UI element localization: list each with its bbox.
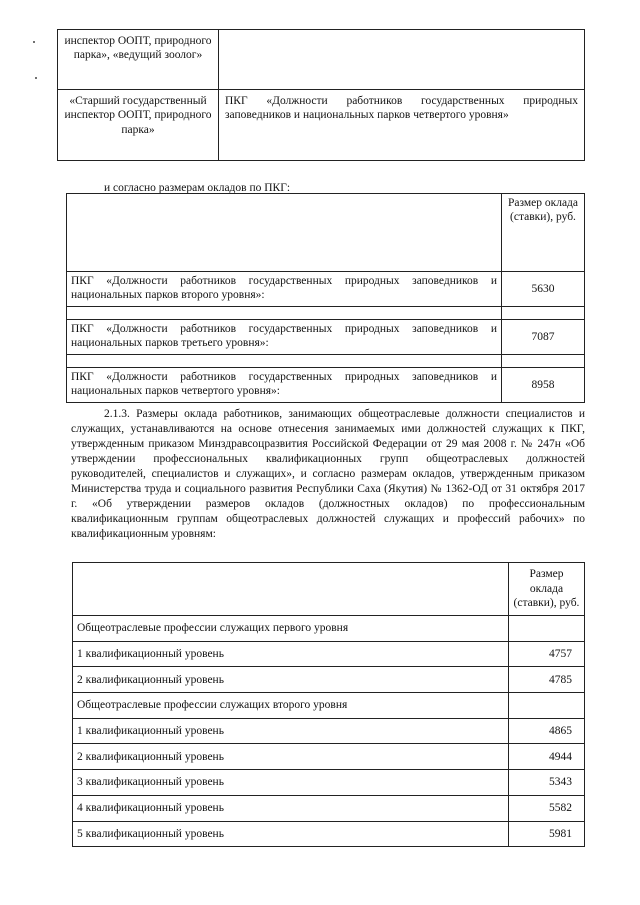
pkg-label: ПКГ «Должности работников государственных природных заповедников и национальных парков второго уровня»: bbox=[67, 272, 502, 307]
table-row bbox=[67, 368, 585, 403]
salary-header: Размер оклада (ставки), руб. bbox=[502, 194, 585, 272]
table-row bbox=[67, 320, 585, 355]
table-row bbox=[73, 667, 585, 693]
salary-value bbox=[509, 693, 585, 719]
pkg-salary-table bbox=[66, 193, 585, 403]
salary-value: 5981 bbox=[509, 821, 585, 847]
scan-speck bbox=[35, 77, 37, 79]
level-label: 1 квалификационный уровень bbox=[73, 718, 509, 744]
group-cell bbox=[219, 30, 585, 90]
position-cell: инспектор ООПТ, природного парка», «ведущий зоолог» bbox=[58, 30, 219, 90]
salary-value: 4757 bbox=[509, 641, 585, 667]
intro-text: и согласно размерам окладов по ПКГ: bbox=[104, 182, 291, 194]
pkg-label: ПКГ «Должности работников государственных природных заповедников и национальных парков третьего уровня»: bbox=[67, 320, 502, 355]
salary-value: 8958 bbox=[502, 368, 585, 403]
table-row bbox=[73, 641, 585, 667]
table-row bbox=[73, 795, 585, 821]
paragraph-text: 2.1.3. Размеры оклада работников, занимающих общеотраслевые должности специалистов и служащих, устанавливаются на основе отнесения занимаемых ими должностей служащих к ПКГ, утвержденным приказом Минздравсоцразвития Российской Федерации от 29 мая 2008 г. № 247н «Об утверждении профессиональных квалификационных групп общеотраслевых должностей руководителей, специалистов и служащих», и согласно размерам окладов, утвержденным приказом Министерства труда и социального развития Республики Саха (Якутия) № 1362-ОД от 31 октября 2017 г. «Об утверждении размеров окладов (должностных окладов) по профессиональным квалификационным группам общеотраслевых должностей служащих и профессий рабочих» по квалификационным уровням: bbox=[71, 408, 585, 540]
table-row bbox=[67, 272, 585, 307]
table-header-row bbox=[67, 194, 585, 272]
scan-speck bbox=[33, 41, 35, 43]
salary-value: 4865 bbox=[509, 718, 585, 744]
table-header-row bbox=[73, 563, 585, 616]
table-row bbox=[73, 744, 585, 770]
level-label: 2 квалификационный уровень bbox=[73, 744, 509, 770]
group-row bbox=[73, 693, 585, 719]
group-cell: ПКГ «Должности работников государственных природных заповедников и национальных парков четвертого уровня» bbox=[219, 90, 585, 161]
table-row bbox=[58, 30, 585, 90]
salary-header: Размер оклада (ставки), руб. bbox=[509, 563, 585, 616]
level-label: 5 квалификационный уровень bbox=[73, 821, 509, 847]
level-label: 2 квалификационный уровень bbox=[73, 667, 509, 693]
header-empty-cell bbox=[73, 563, 509, 616]
level-label: 4 квалификационный уровень bbox=[73, 795, 509, 821]
table-row bbox=[73, 821, 585, 847]
group-label: Общеотраслевые профессии служащих второго уровня bbox=[73, 693, 509, 719]
level-label: 1 квалификационный уровень bbox=[73, 641, 509, 667]
table-row bbox=[73, 718, 585, 744]
position-group-table bbox=[57, 29, 585, 161]
salary-value: 5343 bbox=[509, 770, 585, 796]
salary-value: 5630 bbox=[502, 272, 585, 307]
spacer-row bbox=[67, 355, 585, 368]
header-empty-cell bbox=[67, 194, 502, 272]
group-row bbox=[73, 616, 585, 642]
salary-value: 4785 bbox=[509, 667, 585, 693]
group-label: Общеотраслевые профессии служащих первого уровня bbox=[73, 616, 509, 642]
level-label: 3 квалификационный уровень bbox=[73, 770, 509, 796]
table-row bbox=[58, 90, 585, 161]
qualification-salary-table bbox=[72, 562, 585, 847]
position-cell: «Старший государственный инспектор ООПТ, природного парка» bbox=[58, 90, 219, 161]
salary-value: 4944 bbox=[509, 744, 585, 770]
salary-value bbox=[509, 616, 585, 642]
salary-value: 7087 bbox=[502, 320, 585, 355]
pkg-label: ПКГ «Должности работников государственных природных заповедников и национальных парков четвертого уровня»: bbox=[67, 368, 502, 403]
spacer-row bbox=[67, 307, 585, 320]
table-row bbox=[73, 770, 585, 796]
salary-value: 5582 bbox=[509, 795, 585, 821]
section-paragraph bbox=[71, 407, 585, 542]
